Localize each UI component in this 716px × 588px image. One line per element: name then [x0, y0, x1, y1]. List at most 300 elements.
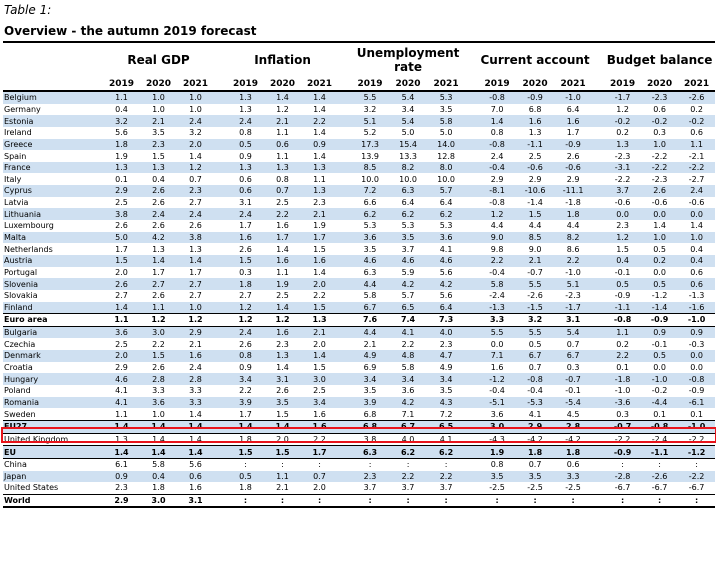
value-cell: 0.6 [678, 278, 715, 290]
value-cell: 2.0 [276, 434, 289, 444]
value-cell: 2.2 [604, 350, 641, 362]
spacer-cell [465, 362, 478, 374]
value-cell: 0.9 [103, 471, 140, 483]
spacer-cell [338, 278, 351, 290]
value-cell: -2.1 [688, 151, 705, 161]
spacer-cell [465, 385, 478, 397]
value-cell: 3.3 [189, 386, 202, 396]
value-cell: 5.5 [516, 326, 554, 338]
value-cell: 5.5 [516, 278, 554, 290]
value-cell: 0.9 [239, 151, 252, 161]
value-cell: 5.0 [103, 232, 140, 244]
table-row [3, 494, 715, 507]
value-cell: 1.1 [313, 174, 326, 184]
value-cell: 0.8 [490, 460, 504, 470]
value-cell: 13.3 [399, 151, 417, 161]
value-cell: 6.4 [439, 198, 453, 208]
country-cell: Ireland [4, 128, 32, 138]
spacer-cell [214, 139, 227, 151]
value-cell: 0.0 [678, 208, 715, 220]
table-row [3, 162, 715, 174]
value-cell: 1.4 [313, 128, 326, 138]
value-cell: 2.1 [189, 339, 202, 349]
value-cell: 1.4 [301, 350, 338, 362]
value-cell: 2.6 [239, 244, 252, 254]
value-cell: 1.4 [264, 91, 301, 104]
value-cell: -0.9 [554, 139, 592, 151]
value-cell: 2.5 [115, 198, 128, 208]
value-cell: 0.1 [115, 174, 128, 184]
value-cell: 5.9 [401, 267, 415, 277]
value-cell: 3.8 [363, 434, 377, 444]
country-cell: Malta [3, 232, 103, 244]
value-cell: 4.4 [528, 221, 542, 231]
value-cell: -0.9 [516, 91, 554, 104]
value-cell: -0.1 [565, 386, 581, 396]
value-cell: 2.6 [152, 363, 165, 373]
spacer-cell [338, 458, 351, 470]
spacer-cell [338, 385, 351, 397]
value-cell: 1.4 [313, 104, 326, 114]
value-cell: 1.0 [177, 302, 214, 314]
value-cell: 1.4 [276, 244, 289, 254]
value-cell: -4.2 [527, 434, 543, 444]
value-cell: 2.6 [276, 386, 289, 396]
value-cell: : [318, 460, 321, 470]
value-cell: 0.3 [239, 267, 252, 277]
spacer-cell [465, 397, 478, 409]
value-cell: 0.4 [690, 244, 703, 254]
value-cell: 2.6 [641, 185, 678, 197]
value-cell: 8.5 [516, 232, 554, 244]
value-cell: 1.3 [140, 162, 177, 174]
value-cell: 4.3 [427, 397, 465, 409]
value-cell: 1.8 [554, 446, 592, 459]
value-cell: 0.4 [678, 255, 715, 267]
value-cell: -1.0 [678, 420, 715, 433]
country-cell: Sweden [4, 409, 36, 419]
year-header: 2019 [227, 77, 264, 91]
table-row [3, 433, 715, 446]
header-spacer [3, 42, 103, 77]
value-cell: 1.9 [264, 278, 301, 290]
spacer-cell [592, 408, 604, 420]
value-cell: -2.2 [651, 151, 668, 161]
value-cell: 2.9 [103, 185, 140, 197]
value-cell: -1.4 [527, 198, 543, 208]
value-cell: 3.2 [189, 128, 202, 138]
value-cell: -2.4 [489, 291, 505, 301]
value-cell: 6.6 [363, 198, 377, 208]
spacer-cell [465, 208, 478, 220]
value-cell: 1.2 [616, 104, 629, 114]
value-cell: 0.0 [490, 339, 504, 349]
value-cell: : [554, 494, 592, 507]
value-cell: 1.1 [604, 326, 641, 338]
value-cell: 1.3 [264, 350, 301, 362]
value-cell: -0.9 [641, 314, 678, 327]
value-cell: : [351, 494, 389, 507]
value-cell: 9.0 [478, 232, 516, 244]
value-cell: -5.4 [554, 397, 592, 409]
value-cell: 6.8 [363, 409, 377, 419]
value-cell: 0.7 [528, 460, 542, 470]
value-cell: 4.9 [351, 350, 389, 362]
value-cell: 1.9 [115, 151, 128, 161]
spacer-cell [338, 362, 351, 374]
value-cell: 2.5 [115, 339, 128, 349]
value-cell: -0.2 [678, 115, 715, 127]
spacer-cell [592, 162, 604, 174]
spacer-cell [214, 255, 227, 267]
table-body [3, 91, 715, 507]
spacer-cell [465, 433, 478, 446]
value-cell: 5.4 [389, 115, 427, 127]
spacer-cell [592, 278, 604, 290]
value-cell: 1.8 [239, 434, 252, 444]
spacer-cell [592, 494, 604, 507]
spacer-cell [465, 494, 478, 507]
value-cell: -10.6 [516, 185, 554, 197]
spacer-cell [465, 150, 478, 162]
value-cell: 6.4 [427, 302, 465, 314]
value-cell: 2.0 [301, 278, 338, 290]
value-cell: -1.0 [641, 373, 678, 385]
group-header: Real GDP [103, 42, 214, 77]
spacer-cell [465, 127, 478, 139]
value-cell: 6.2 [427, 208, 465, 220]
value-cell: 1.4 [301, 91, 338, 104]
value-cell: 1.4 [177, 420, 214, 433]
value-cell: 2.2 [264, 208, 301, 220]
value-cell: 1.3 [115, 434, 128, 444]
value-cell: 2.9 [566, 174, 580, 184]
value-cell: 5.1 [554, 278, 592, 290]
group-header: Current account [478, 42, 592, 77]
table-row [3, 220, 715, 232]
spacer-cell [592, 185, 604, 197]
value-cell: 1.1 [264, 471, 301, 483]
country-cell: EU27 [3, 420, 103, 433]
spacer-cell [592, 232, 604, 244]
spacer-cell [592, 458, 604, 470]
value-cell: 1.4 [140, 255, 177, 267]
value-cell: 1.3 [239, 104, 252, 114]
value-cell: 6.2 [427, 446, 465, 459]
header-spacer [592, 77, 604, 91]
value-cell: -1.4 [641, 302, 678, 314]
value-cell: 2.5 [528, 151, 542, 161]
value-cell: -2.3 [641, 91, 678, 104]
value-cell: 2.2 [389, 471, 427, 483]
spacer-cell [592, 208, 604, 220]
value-cell: 1.2 [264, 314, 301, 327]
spacer-cell [338, 433, 351, 446]
value-cell: 5.5 [351, 91, 389, 104]
value-cell: : [678, 494, 715, 507]
spacer-cell [338, 139, 351, 151]
value-cell: 1.1 [103, 314, 140, 327]
spacer-cell [338, 162, 351, 174]
spacer-cell [214, 290, 227, 302]
value-cell: -0.8 [604, 314, 641, 327]
spacer-cell [338, 338, 351, 350]
value-cell: 3.7 [401, 244, 415, 254]
spacer-cell [338, 115, 351, 127]
value-cell: 5.6 [439, 291, 453, 301]
value-cell: -6.7 [651, 483, 668, 493]
value-cell: 3.4 [389, 373, 427, 385]
value-cell: 3.3 [177, 397, 214, 409]
value-cell: -0.4 [527, 386, 543, 396]
spacer-cell [338, 302, 351, 314]
spacer-cell [465, 220, 478, 232]
spacer-cell [338, 220, 351, 232]
value-cell: -3.6 [604, 397, 641, 409]
value-cell: 10.0 [399, 174, 417, 184]
table-row [3, 232, 715, 244]
table-row [3, 173, 715, 185]
value-cell: -0.4 [489, 267, 505, 277]
value-cell: 2.6 [152, 198, 165, 208]
table-row [3, 408, 715, 420]
value-cell: 3.3 [554, 471, 592, 483]
country-cell: Spain [4, 151, 27, 161]
spacer-cell [214, 408, 227, 420]
value-cell: 3.5 [516, 471, 554, 483]
value-cell: 2.2 [427, 471, 465, 483]
spacer-cell [214, 150, 227, 162]
value-cell: 1.6 [313, 409, 326, 419]
spacer-cell [592, 139, 604, 151]
value-cell: 3.4 [427, 373, 465, 385]
spacer-cell [465, 326, 478, 338]
country-cell: Slovakia [4, 291, 38, 301]
value-cell: 1.1 [276, 128, 289, 138]
value-cell: 1.9 [313, 221, 326, 231]
spacer-cell [214, 162, 227, 174]
value-cell: 7.1 [478, 350, 516, 362]
forecast-table [3, 41, 715, 508]
value-cell: 1.6 [490, 363, 504, 373]
value-cell: 4.1 [115, 386, 128, 396]
spacer-cell [465, 185, 478, 197]
spacer-cell [338, 255, 351, 267]
spacer-cell [592, 420, 604, 433]
spacer-cell [592, 220, 604, 232]
value-cell: 5.4 [389, 91, 427, 104]
value-cell: 1.3 [227, 91, 264, 104]
spacer-cell [338, 208, 351, 220]
value-cell: 2.1 [276, 483, 289, 493]
value-cell: 0.4 [115, 104, 128, 114]
value-cell: 5.3 [363, 221, 377, 231]
value-cell: 2.6 [189, 221, 202, 231]
spacer-cell [214, 420, 227, 433]
spacer-cell [214, 326, 227, 338]
value-cell: 1.6 [301, 255, 338, 267]
value-cell: 1.1 [140, 302, 177, 314]
value-cell: 1.5 [103, 255, 140, 267]
spacer-cell [214, 362, 227, 374]
value-cell: -4.3 [489, 434, 505, 444]
spacer-cell [338, 232, 351, 244]
value-cell: 2.1 [363, 339, 377, 349]
value-cell: -0.3 [688, 339, 705, 349]
value-cell: 2.9 [103, 494, 140, 507]
table-caption: Table 1: [4, 3, 52, 17]
value-cell: 1.4 [189, 409, 202, 419]
spacer-cell [592, 115, 604, 127]
value-cell: : [389, 494, 427, 507]
value-cell: 3.1 [177, 494, 214, 507]
spacer-cell [592, 127, 604, 139]
value-cell: -2.3 [614, 151, 631, 161]
country-cell: Greece [3, 139, 103, 151]
value-cell: 3.5 [478, 471, 516, 483]
spacer-cell [338, 446, 351, 459]
year-header: 2019 [478, 77, 516, 91]
value-cell: 1.7 [239, 221, 252, 231]
country-cell: Bulgaria [3, 326, 103, 338]
spacer-cell [338, 482, 351, 494]
value-cell: 2.7 [177, 278, 214, 290]
value-cell: 2.0 [177, 139, 214, 151]
table-row [3, 208, 715, 220]
value-cell: -2.3 [565, 291, 581, 301]
header-spacer [3, 77, 103, 91]
value-cell: : [244, 460, 247, 470]
value-cell: 6.9 [363, 363, 377, 373]
value-cell: 0.9 [301, 139, 338, 151]
table-row [3, 115, 715, 127]
value-cell: 1.6 [177, 350, 214, 362]
value-cell: 2.2 [313, 291, 326, 301]
value-cell: -0.7 [604, 420, 641, 433]
spacer-cell [592, 326, 604, 338]
spacer-cell [338, 494, 351, 507]
value-cell: 2.3 [351, 471, 389, 483]
value-cell: -1.2 [651, 291, 668, 301]
value-cell: 0.5 [227, 139, 264, 151]
table-row [3, 290, 715, 302]
value-cell: -2.6 [527, 291, 543, 301]
value-cell: 3.5 [439, 104, 453, 114]
value-cell: 6.4 [401, 198, 415, 208]
value-cell: 1.6 [516, 115, 554, 127]
value-cell: 1.7 [239, 409, 252, 419]
value-cell: -1.0 [565, 267, 581, 277]
country-cell: Hungary [3, 373, 103, 385]
value-cell: 3.7 [439, 483, 453, 493]
table-row [3, 139, 715, 151]
table-row [3, 267, 715, 279]
value-cell: 4.0 [427, 326, 465, 338]
spacer-cell [592, 267, 604, 279]
spacer-cell [465, 104, 478, 116]
year-header: 2021 [177, 77, 214, 91]
value-cell: 0.3 [653, 128, 666, 138]
country-cell: Czechia [4, 339, 36, 349]
spacer-cell [592, 173, 604, 185]
value-cell: 17.3 [351, 139, 389, 151]
value-cell: 6.7 [516, 350, 554, 362]
value-cell: 2.2 [152, 339, 165, 349]
value-cell: 2.7 [140, 278, 177, 290]
value-cell: 3.8 [103, 208, 140, 220]
value-cell: 5.3 [427, 91, 465, 104]
value-cell: 12.8 [437, 151, 455, 161]
country-cell: Lithuania [3, 208, 103, 220]
spacer-cell [214, 197, 227, 209]
value-cell: 2.3 [177, 185, 214, 197]
value-cell: 1.1 [276, 151, 289, 161]
value-cell: 0.3 [566, 363, 580, 373]
value-cell: 3.4 [401, 104, 415, 114]
value-cell: 2.2 [401, 339, 415, 349]
value-cell: 5.3 [401, 221, 415, 231]
spacer-cell [214, 208, 227, 220]
spacer-cell [338, 243, 351, 255]
value-cell: 8.2 [554, 232, 592, 244]
value-cell: 0.3 [616, 409, 629, 419]
value-cell: 5.0 [401, 128, 415, 138]
spacer-cell [214, 220, 227, 232]
value-cell: 2.4 [490, 151, 504, 161]
value-cell: 2.2 [239, 386, 252, 396]
value-cell: -1.6 [678, 302, 715, 314]
value-cell: 8.0 [427, 162, 465, 174]
value-cell: 3.5 [264, 397, 301, 409]
spacer-cell [214, 104, 227, 116]
value-cell: 5.8 [363, 291, 377, 301]
value-cell: 3.1 [239, 198, 252, 208]
spacer-cell [214, 446, 227, 459]
value-cell: 1.3 [103, 162, 140, 174]
value-cell: 0.4 [140, 471, 177, 483]
value-cell: 0.7 [528, 363, 542, 373]
value-cell: 2.2 [554, 255, 592, 267]
value-cell: 0.6 [227, 185, 264, 197]
value-cell: 1.4 [313, 267, 326, 277]
header-spacer [214, 77, 227, 91]
value-cell: 6.7 [351, 302, 389, 314]
value-cell: -2.2 [688, 434, 705, 444]
spacer-cell [592, 243, 604, 255]
value-cell: -6.1 [678, 397, 715, 409]
value-cell: 6.3 [363, 267, 377, 277]
value-cell: 5.1 [351, 115, 389, 127]
value-cell: 1.6 [264, 326, 301, 338]
table-row [3, 104, 715, 116]
country-cell: Belgium [3, 91, 103, 104]
value-cell: 6.5 [389, 302, 427, 314]
value-cell: 7.6 [351, 314, 389, 327]
spacer-cell [338, 408, 351, 420]
value-cell: 1.7 [115, 244, 128, 254]
value-cell: 1.4 [313, 151, 326, 161]
country-cell: Denmark [3, 350, 103, 362]
value-cell: 2.7 [239, 291, 252, 301]
country-cell: Estonia [3, 115, 103, 127]
value-cell: 3.9 [227, 397, 264, 409]
value-cell: -1.3 [688, 291, 705, 301]
value-cell: 2.9 [115, 363, 128, 373]
value-cell: 4.4 [351, 326, 389, 338]
value-cell: 3.2 [103, 115, 140, 127]
value-cell: -2.2 [641, 162, 678, 174]
value-cell: 0.0 [604, 208, 641, 220]
